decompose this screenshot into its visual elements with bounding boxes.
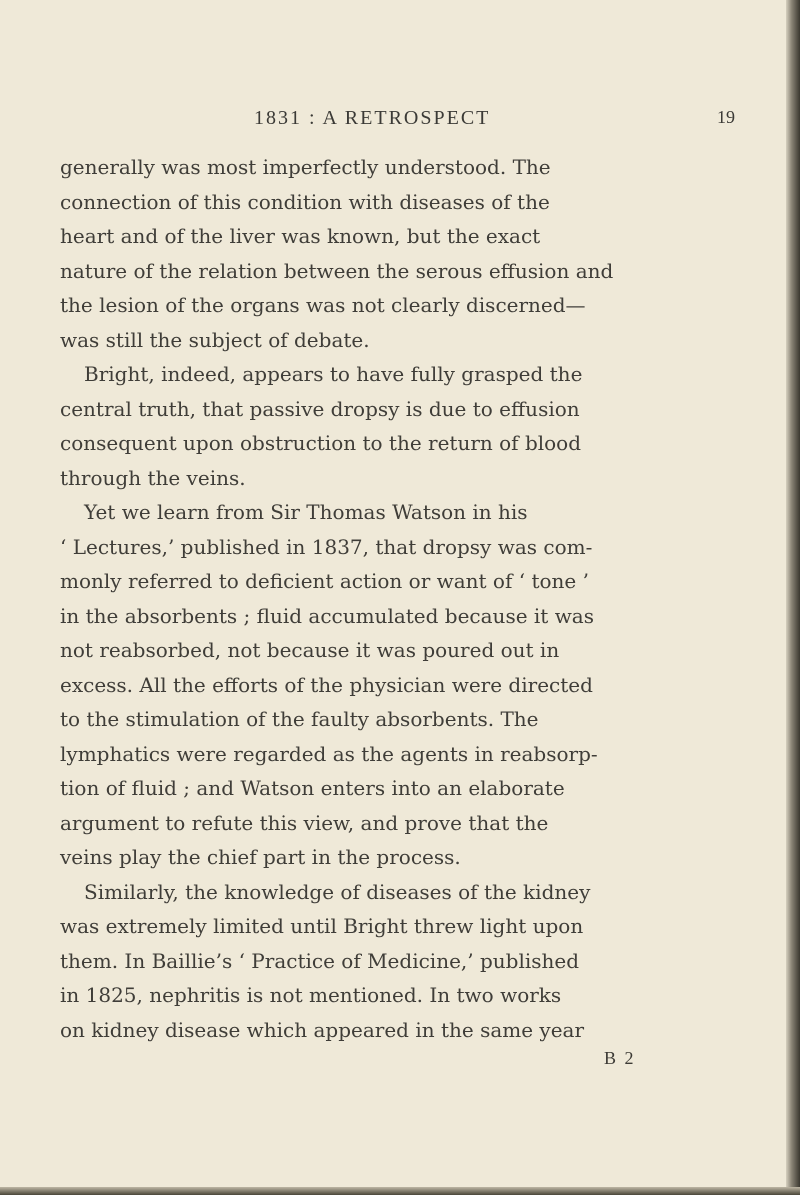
text-line: on kidney disease which appeared in the same year [60, 1018, 585, 1042]
page-edge-shadow [786, 0, 800, 1195]
text-line: excess. All the efforts of the physician were directed [60, 673, 593, 697]
text-line: generally was most imperfectly understood. The [60, 155, 551, 179]
page-bottom-edge [0, 1187, 800, 1195]
text-line: Yet we learn from Sir Thomas Watson in his [84, 500, 528, 524]
text-line: Bright, indeed, appears to have fully grasped the [84, 362, 583, 386]
text-line: was still the subject of debate. [60, 328, 370, 352]
running-head [0, 107, 800, 137]
text-line: was extremely limited until Bright threw light upon [60, 914, 584, 938]
running-head-title: 1831 : A RETROSPECT [254, 107, 491, 129]
text-line: tion of fluid ; and Watson enters into an elaborate [60, 776, 565, 800]
text-line: argument to refute this view, and prove that the [60, 811, 549, 835]
text-line: nature of the relation between the serous effusion and [60, 259, 614, 283]
text-line: in 1825, nephritis is not mentioned. In two works [60, 983, 562, 1007]
text-line: central truth, that passive dropsy is due to effusion [60, 397, 580, 421]
text-line: to the stimulation of the faulty absorbents. The [60, 707, 539, 731]
text-line: the lesion of the organs was not clearly discerned— [60, 293, 586, 317]
text-line: in the absorbents ; fluid accumulated because it was [60, 604, 594, 628]
signature-mark: B 2 [604, 1048, 636, 1068]
text-line: heart and of the liver was known, but the exact [60, 224, 541, 248]
text-line: consequent upon obstruction to the return of blood [60, 431, 582, 455]
text-line: veins play the chief part in the process. [60, 845, 461, 869]
text-line: monly referred to deficient action or want of ‘ tone ’ [60, 569, 589, 593]
text-line: ‘ Lectures,’ published in 1837, that dropsy was com- [60, 535, 593, 559]
page-number: 19 [717, 107, 735, 127]
text-line: through the veins. [60, 466, 246, 490]
text-line: lymphatics were regarded as the agents in reabsorp- [60, 742, 598, 766]
text-line: not reabsorbed, not because it was poured out in [60, 638, 560, 662]
text-line: them. In Baillie’s ‘ Practice of Medicine,’ published [60, 949, 580, 973]
text-line: Similarly, the knowledge of diseases of the kidney [84, 880, 591, 904]
text-line: connection of this condition with diseases of the [60, 190, 550, 214]
